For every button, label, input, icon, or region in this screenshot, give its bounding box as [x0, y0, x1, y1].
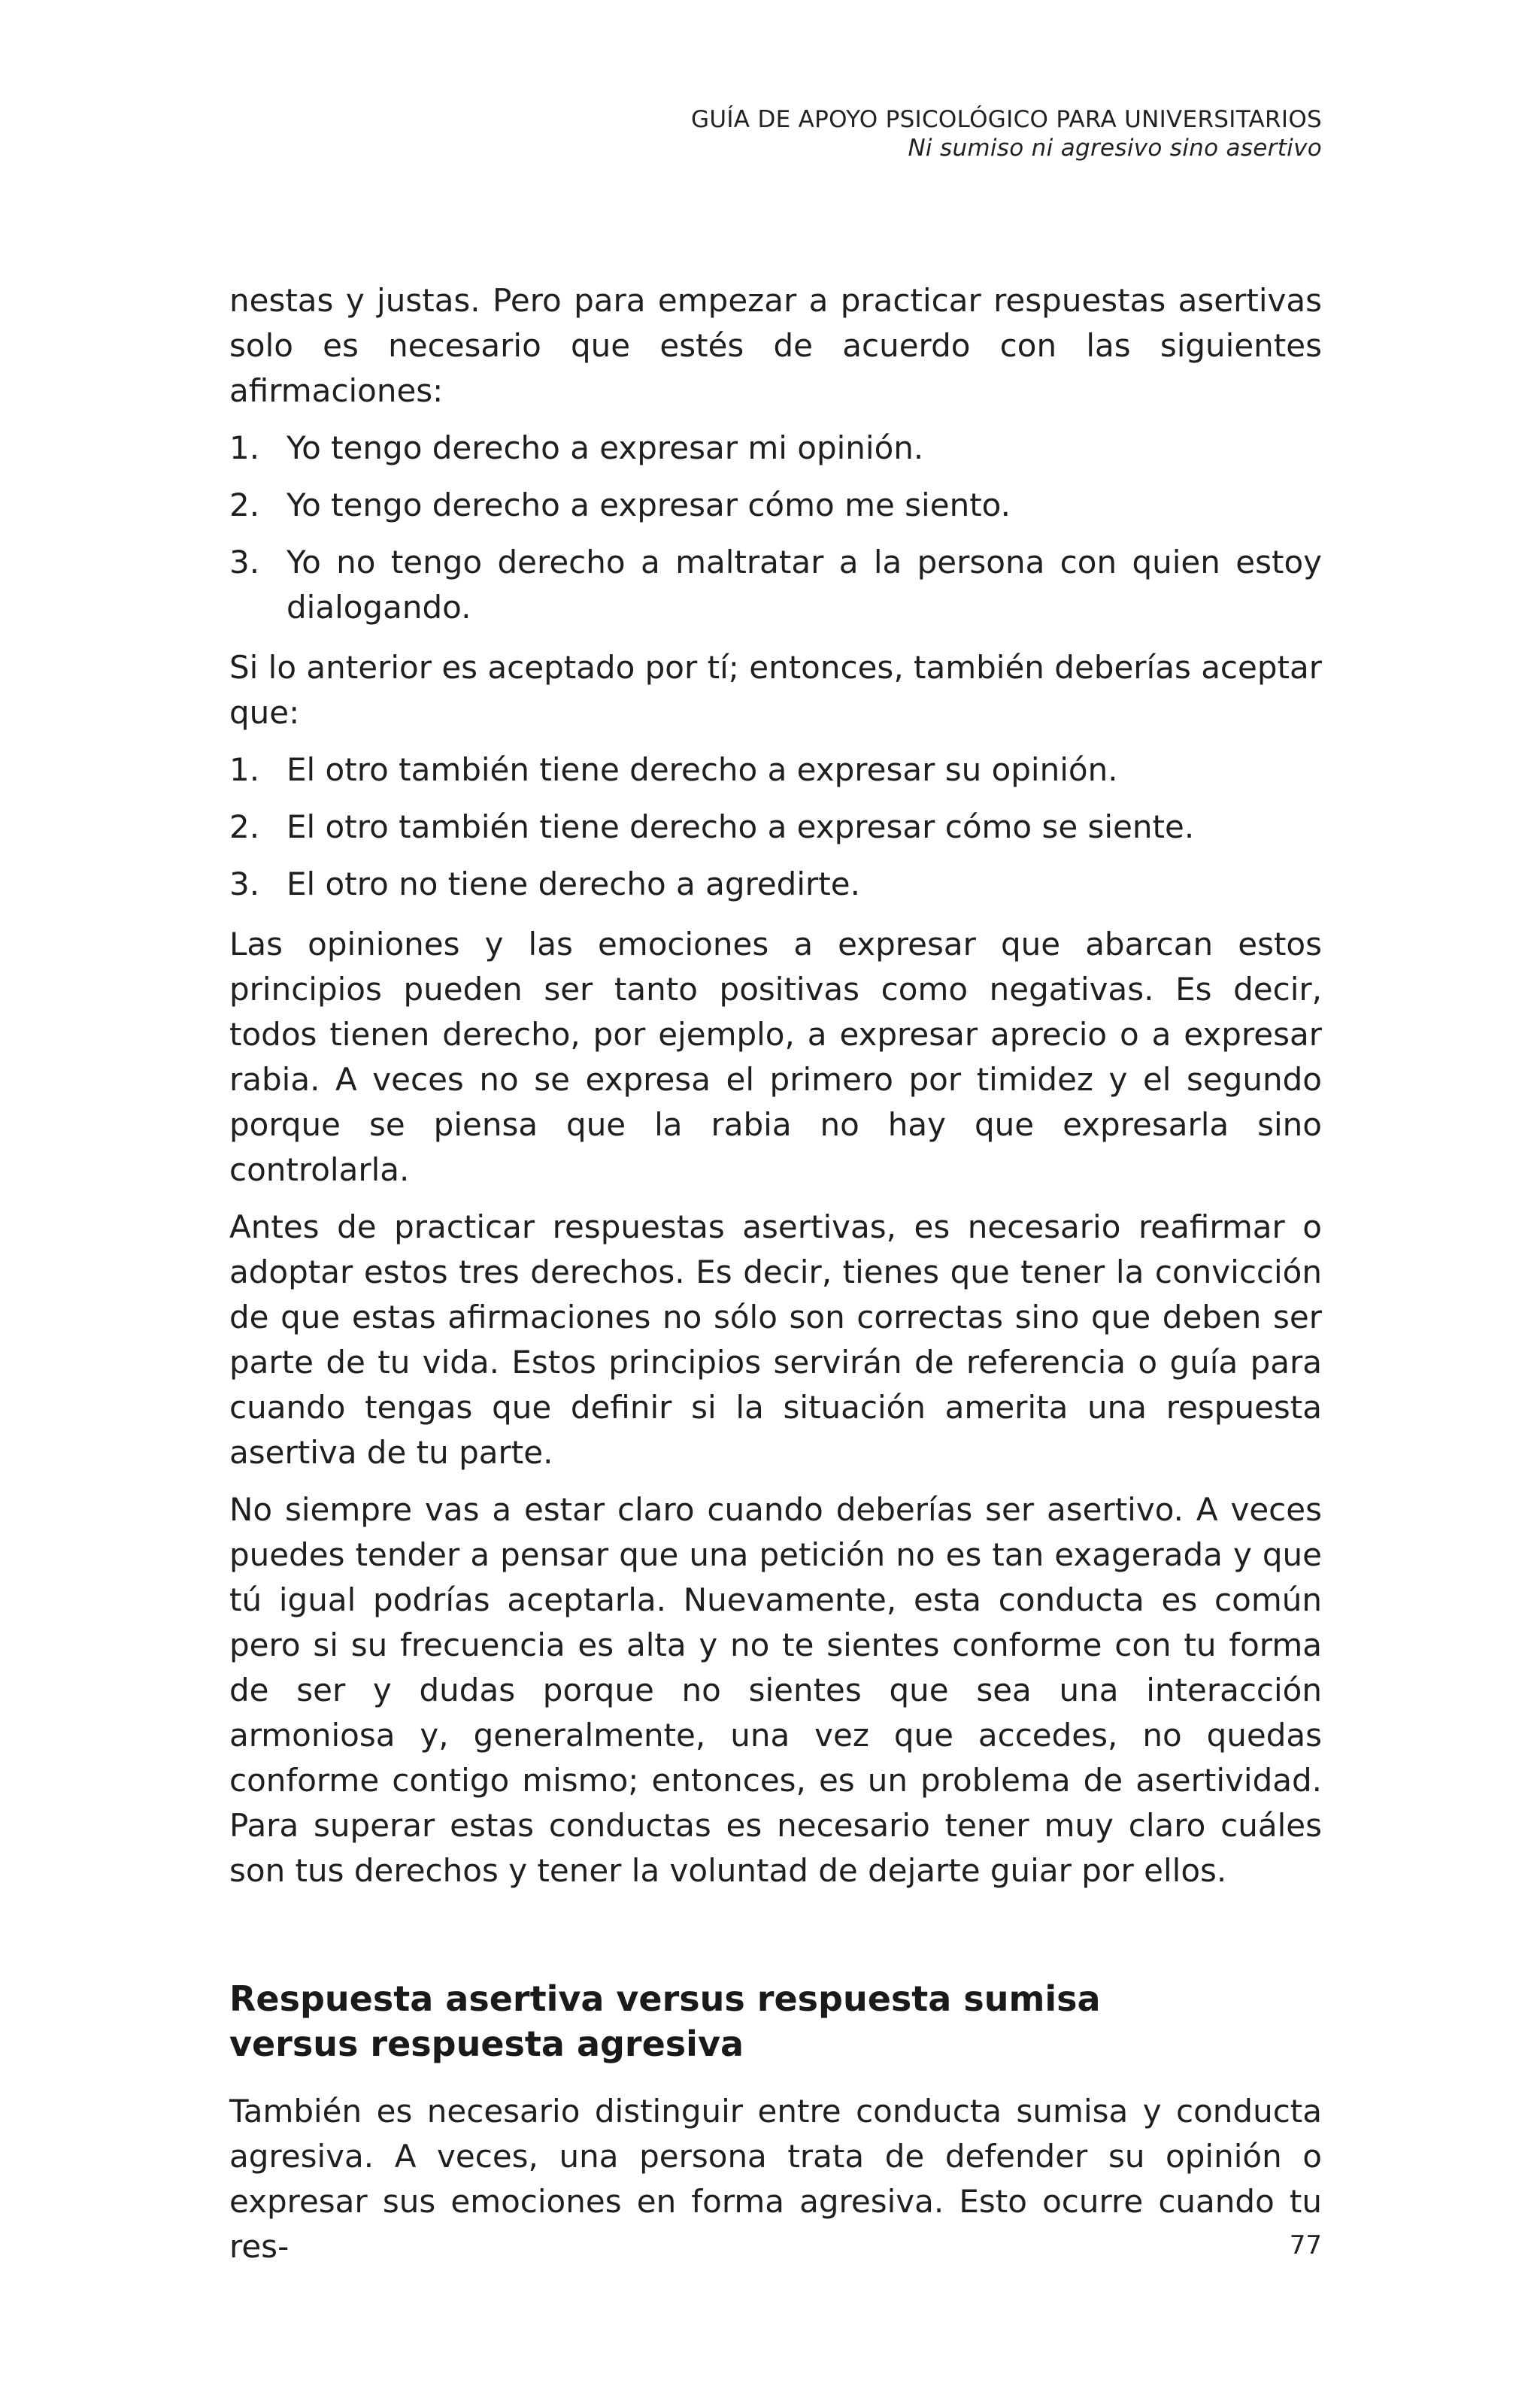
- page-content: [229, 278, 1322, 2281]
- list-number: 3.: [229, 544, 260, 581]
- list-number: 1.: [229, 751, 260, 788]
- transition-paragraph: Si lo anterior es aceptado por tí; entonces, también deberías aceptar que:: [229, 649, 1322, 731]
- list-text: El otro no tiene derecho a agredirte.: [286, 866, 860, 902]
- list-item: [229, 862, 1322, 907]
- list-text: El otro también tiene derecho a expresar cómo se siente.: [286, 808, 1195, 845]
- list-number: 1.: [229, 429, 260, 466]
- list-item: [229, 483, 1322, 528]
- list-item: [229, 540, 1322, 630]
- list-text: Yo tengo derecho a expresar cómo me siento.: [286, 487, 1011, 523]
- section-heading-line: versus respuesta agresiva: [229, 2024, 744, 2064]
- body-paragraph: Las opiniones y las emociones a expresar que abarcan estos principios pueden ser tanto positivas como negativas. Es decir, todos tienen derecho, por ejemplo, a expresar aprecio o a expresar rabia. A veces no se expresa el primero por timidez y el segundo porque se piensa que la rabia no hay que expresarla sino controlarla.: [229, 926, 1322, 1188]
- book-title: GUÍA DE APOYO PSICOLÓGICO PARA UNIVERSITARIOS: [691, 106, 1322, 133]
- intro-paragraph: nestas y justas. Pero para empezar a practicar respuestas asertivas solo es necesario que estés de acuerdo con las siguientes afirmaciones:: [229, 282, 1322, 409]
- section-heading-line: Respuesta asertiva versus respuesta sumisa: [229, 1978, 1101, 2019]
- list-item: [229, 747, 1322, 793]
- list-number: 3.: [229, 866, 260, 902]
- final-paragraph: También es necesario distinguir entre conducta sumisa y conducta agresiva. A veces, una persona trata de defender su opinión o expresar sus emociones en forma agresiva. Esto ocurre cuando tu res-: [229, 2093, 1322, 2265]
- list-number: 2.: [229, 487, 260, 523]
- list-text: El otro también tiene derecho a expresar su opinión.: [286, 751, 1118, 788]
- self-rights-list: [229, 426, 1322, 630]
- body-paragraph: Antes de practicar respuestas asertivas, es necesario reafirmar o adoptar estos tres derechos. Es decir, tienes que tener la convicción de que estas afirmaciones no sólo son correctas sino que deben ser parte de tu vida. Estos principios servirán de referencia o guía para cuando tengas que definir si la situación amerita una respuesta asertiva de tu parte.: [229, 1208, 1322, 1471]
- list-number: 2.: [229, 808, 260, 845]
- list-item: [229, 426, 1322, 471]
- body-paragraph: No siempre vas a estar claro cuando deberías ser asertivo. A veces puedes tender a pensar que una petición no es tan exagerada y que tú igual podrías aceptarla. Nuevamente, esta conducta es común pero si su frecuencia es alta y no te sientes conforme con tu forma de ser y dudas porque no sientes que sea una interacción armoniosa y, generalmente, una vez que accedes, no quedas conforme contigo mismo; entonces, es un problema de asertividad. Para superar estas conductas es necesario tener muy claro cuáles son tus derechos y tener la voluntad de dejarte guiar por ellos.: [229, 1491, 1322, 1889]
- running-header: [226, 105, 1322, 162]
- list-text: Yo no tengo derecho a maltratar a la persona con quien estoy dialogando.: [286, 544, 1322, 626]
- chapter-subtitle: Ni sumiso ni agresivo sino asertivo: [908, 135, 1322, 162]
- section-heading: [229, 1976, 1322, 2066]
- list-text: Yo tengo derecho a expresar mi opinión.: [286, 429, 924, 466]
- other-rights-list: [229, 747, 1322, 907]
- page-number: 77: [1289, 2230, 1322, 2260]
- list-item: [229, 805, 1322, 850]
